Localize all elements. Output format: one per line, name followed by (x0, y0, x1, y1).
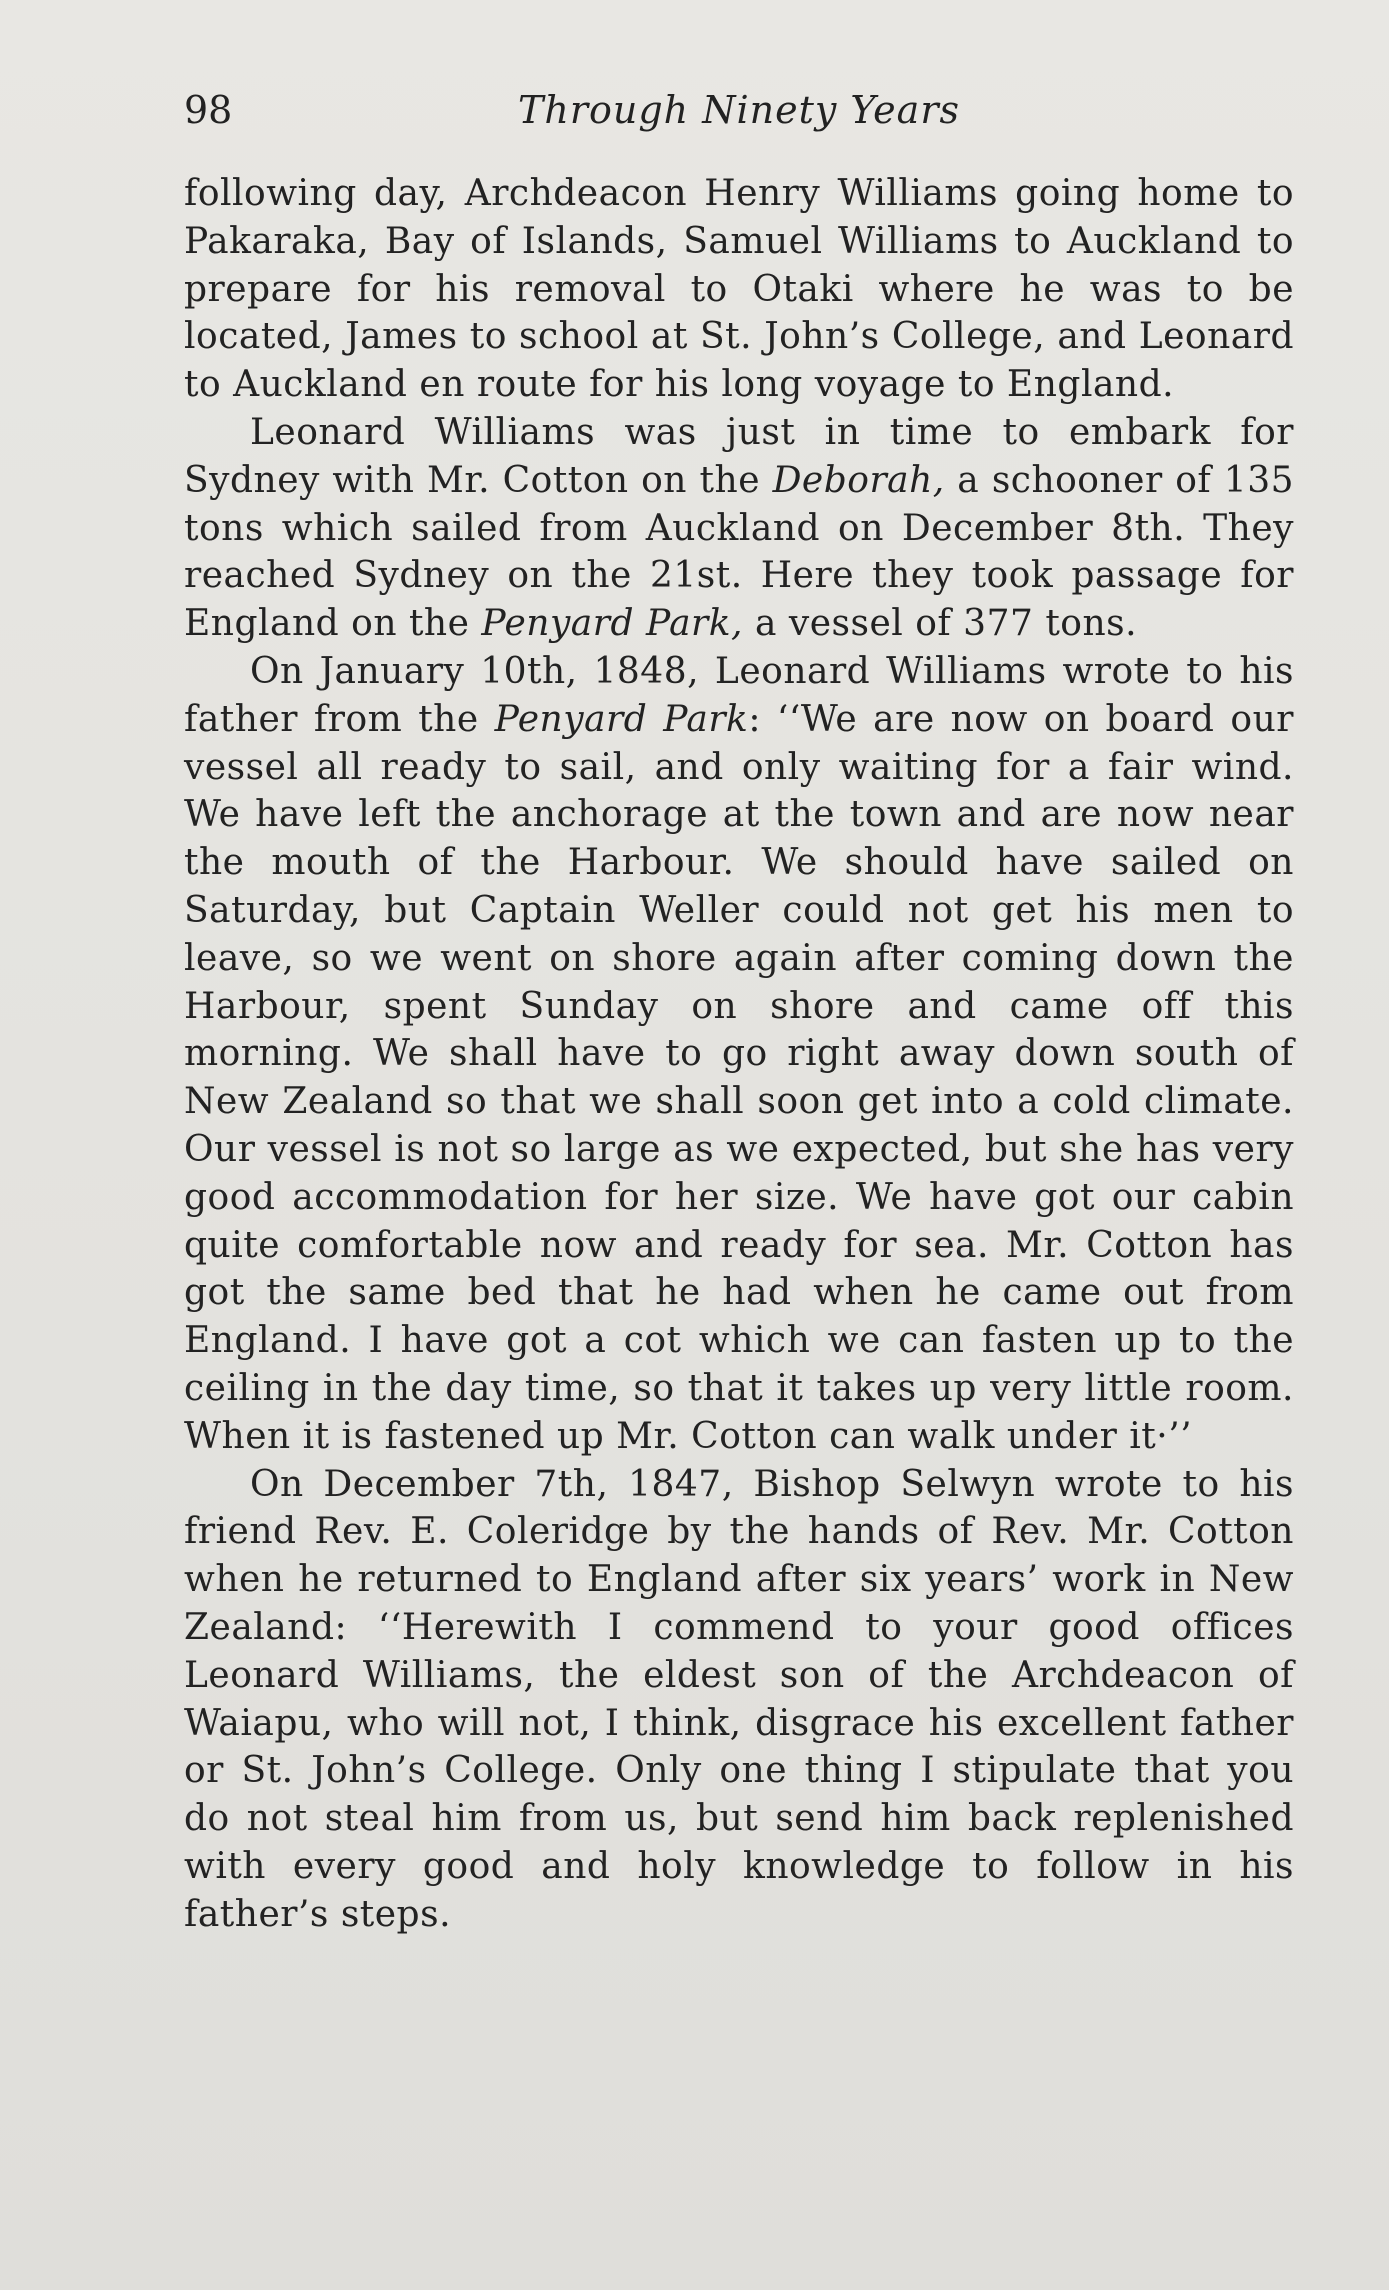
text-run: On January 10th, 1848, Leonard Williams wrote to his father from the (184, 650, 1294, 740)
text-run: Leonard Williams was just in time to embark for Sydney with Mr. Cotton on the (184, 411, 1294, 501)
paragraph (184, 648, 1294, 1461)
paragraph (184, 409, 1294, 648)
ship-name-penyard-park: Penyard Park (494, 698, 749, 740)
ship-name-deborah: Deborah, (772, 459, 945, 501)
ship-name-penyard-park: Penyard Park, (481, 603, 744, 645)
body-text (184, 170, 1294, 1938)
paragraph (184, 170, 1294, 409)
running-title: Through Ninety Years (518, 88, 960, 132)
text-run: following day, Archdeacon Henry Williams going home to Pakaraka, Bay of Islands, Samuel Williams to Auckland to prepare for his removal to Otaki where he was to be located, James to school at St. John’s College, and Leonard to Auckland en route for his long voyage to England. (184, 173, 1294, 406)
text-run: On December 7th, 1847, Bishop Selwyn wrote to his friend Rev. E. Coleridge by the hands of Rev. Mr. Cotton when he returned to England after six years’ work in New Zealand: ‘‘Herewith I commend to your good offices Leonard Williams, the eldest son of the Archdeacon of Waiapu, who will not, I think, disgrace his excellent father or St. John’s College. Only one thing I stipulate that you do not steal him from us, but send him back replenished with every good and holy knowledge to follow in his father’s steps. (184, 1463, 1294, 1935)
text-run: a schooner of 135 tons which sailed from Auckland on December 8th. They reached Sydney on the 21st. Here they took passage for England on the (184, 459, 1294, 645)
text-run: a vessel of 377 tons. (743, 603, 1138, 645)
text-run: : ‘‘We are now on board our vessel all ready to sail, and only waiting for a fair wind. We have left the anchorage at the town and are now near the mouth of the Harbour. We should have sailed on Saturday, but Captain Weller could not get his men to leave, so we went on shore again after coming down the Harbour, spent Sunday on shore and came off this morning. We shall have to go right away down south of New Zealand so that we shall soon get into a cold climate. Our vessel is not so large as we expected, but she has very good accommodation for her size. We have got our cabin quite comfortable now and ready for sea. Mr. Cotton has got the same bed that he had when he came out from England. I have got a cot which we can fasten up to the ceiling in the day time, so that it takes up very little room. When it is fastened up Mr. Cotton can walk under it·’’ (184, 698, 1294, 1457)
page-header (184, 88, 1294, 148)
paragraph (184, 1461, 1294, 1939)
page-number: 98 (184, 88, 233, 132)
